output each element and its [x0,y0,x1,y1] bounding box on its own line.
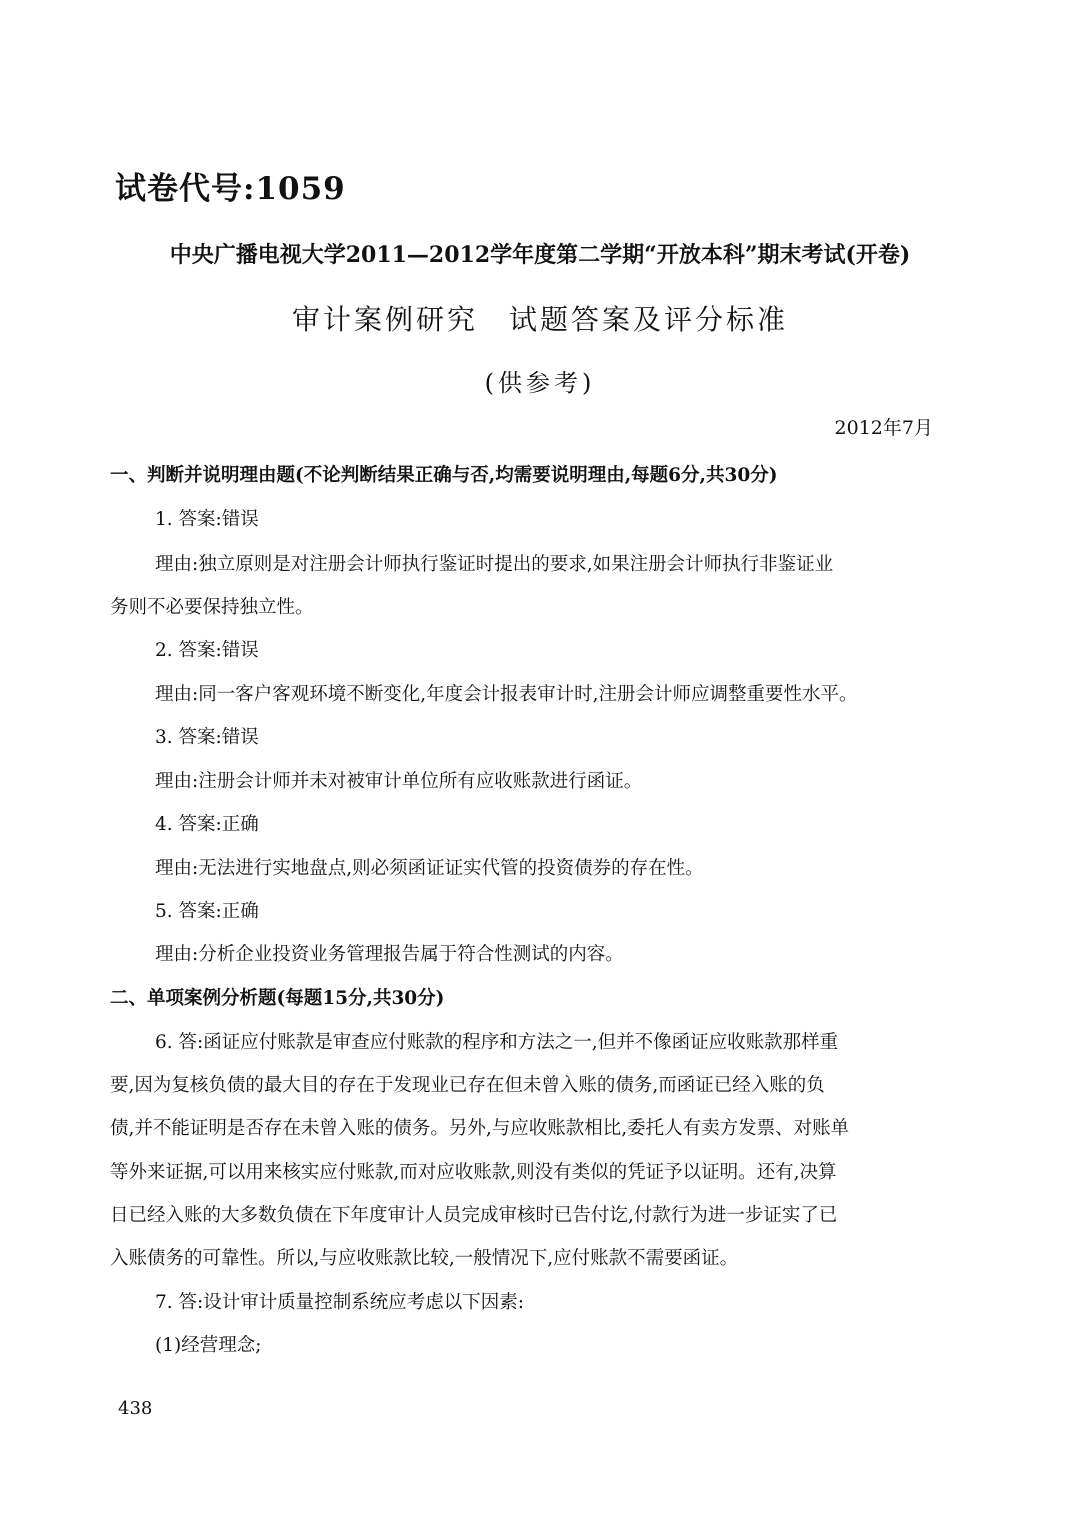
q5-reason-line-1: 理由:分析企业投资业务管理报告属于符合性测试的内容。 [155,944,624,965]
q4-reason-line-1: 理由:无法进行实地盘点,则必须函证证实代管的投资债券的存在性。 [155,858,704,879]
q3-reason-line-1: 理由:注册会计师并未对被审计单位所有应收账款进行函证。 [155,771,643,792]
q4-answer: 4. 答案:正确 [155,814,259,835]
paper-code: 试卷代号:1059 [115,171,346,207]
q6-line-1: 6. 答:函证应付账款是审查应付账款的程序和方法之一,但并不像函证应收账款那样重 [155,1032,839,1053]
exam-date: 2012年7月 [834,417,933,439]
page-subtitle: (供参考) [484,369,596,397]
q6-line-2: 要,因为复核负债的最大目的存在于发现业已存在但未曾入账的债务,而函证已经入账的负 [110,1075,825,1096]
q1-reason-line-1: 理由:独立原则是对注册会计师执行鉴证时提出的要求,如果注册会计师执行非鉴证业 [155,554,834,575]
q6-line-4: 等外来证据,可以用来核实应付账款,而对应收账款,则没有类似的凭证予以证明。还有,决算 [110,1162,837,1183]
university-line: 中央广播电视大学2011—2012学年度第二学期“开放本科”期末考试(开卷) [169,242,911,268]
q2-answer: 2. 答案:错误 [155,640,259,661]
q6-line-3: 债,并不能证明是否存在未曾入账的债务。另外,与应收账款相比,委托人有卖方发票、对账单 [110,1118,850,1139]
q5-answer: 5. 答案:正确 [155,901,259,922]
q7-line-1: 7. 答:设计审计质量控制系统应考虑以下因素: [155,1292,524,1313]
q2-reason-line-1: 理由:同一客户客观环境不断变化,年度会计报表审计时,注册会计师应调整重要性水平。 [155,684,858,705]
q3-answer: 3. 答案:错误 [155,727,259,748]
q1-reason-line-2: 务则不必要保持独立性。 [110,597,314,618]
q1-answer: 1. 答案:错误 [155,509,259,530]
q6-line-5: 日已经入账的大多数负债在下年度审计人员完成审核时已告付讫,付款行为进一步证实了已 [110,1205,838,1226]
q6-line-6: 入账债务的可靠性。所以,与应收账款比较,一般情况下,应付账款不需要函证。 [110,1248,739,1269]
q7-line-2: (1)经营理念; [155,1335,262,1356]
section1-heading: 一、判断并说明理由题(不论判断结果正确与否,均需要说明理由,每题6分,共30分) [110,465,778,486]
section2-heading: 二、单项案例分析题(每题15分,共30分) [110,988,445,1009]
page-number: 438 [118,1398,153,1419]
page-title: 审计案例研究 试题答案及评分标准 [291,303,788,336]
